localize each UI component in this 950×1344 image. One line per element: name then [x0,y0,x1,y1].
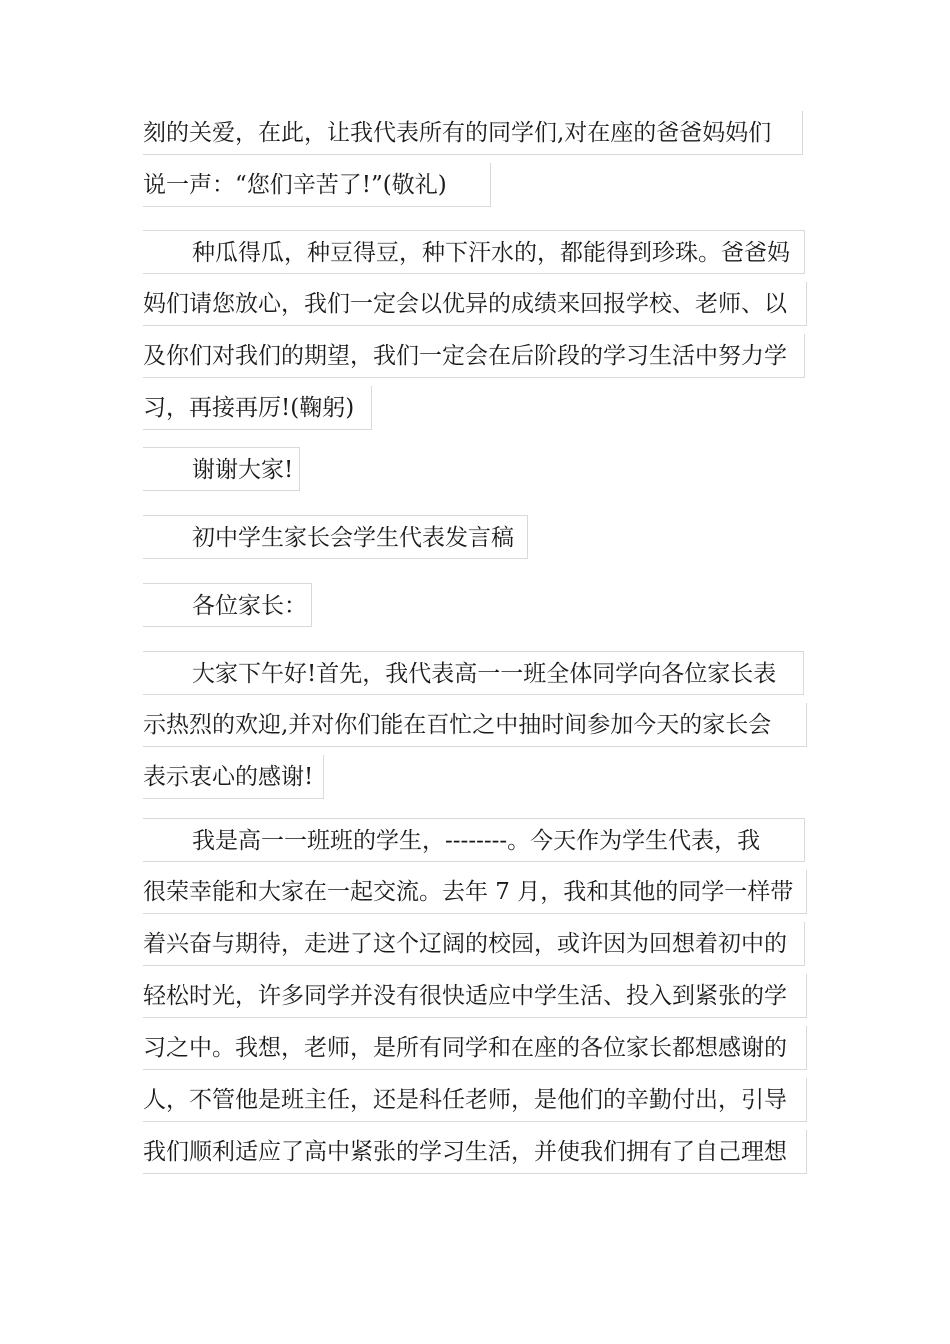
paragraph-thanks-all [143,447,300,499]
text-line: 谢谢大家! [143,447,300,491]
text-line: 习，再接再厉!(鞠躬) [143,386,372,430]
text-line: 人，不管他是班主任，还是科任老师，是他们的辛勤付出，引导 [143,1078,807,1122]
text-line: 初中学生家长会学生代表发言稿 [143,515,528,559]
text-line: 大家下午好!首先，我代表高一一班全体同学向各位家长表 [143,651,804,695]
text-line: 种瓜得瓜，种豆得豆，种下汗水的，都能得到珍珠。爸爸妈 [143,230,805,274]
text-line: 很荣幸能和大家在一起交流。去年 7 月，我和其他的同学一样带 [143,870,807,914]
text-line: 各位家长： [143,583,312,627]
text-line: 妈们请您放心，我们一定会以优异的成绩来回报学校、老师、以 [143,282,807,326]
text-line: 示热烈的欢迎,并对你们能在百忙之中抽时间参加今天的家长会 [143,703,807,747]
paragraph-parents-thanks [143,111,803,215]
text-line: 习之中。我想，老师，是所有同学和在座的各位家长都想感谢的 [143,1026,807,1070]
salutation [143,583,312,635]
paragraph-introduction [143,818,807,1182]
text-line: 着兴奋与期待，走进了这个辽阔的校园，或许因为回想着初中的 [143,922,805,966]
text-line: 表示衷心的感谢! [143,755,324,799]
text-line: 及你们对我们的期望，我们一定会在后阶段的学习生活中努力学 [143,334,805,378]
paragraph-welcome [143,651,807,807]
speech-title [143,515,528,567]
text-line: 我是高一一班班的学生，--------。今天作为学生代表，我 [143,818,805,862]
text-line: 说一声：“您们辛苦了!”(敬礼) [143,163,491,207]
text-line: 我们顺利适应了高中紧张的学习生活，并使我们拥有了自己理想 [143,1130,807,1174]
paragraph-promise [143,230,807,438]
text-line: 轻松时光，许多同学并没有很快适应中学生活、投入到紧张的学 [143,974,807,1018]
text-line: 刻的关爱，在此，让我代表所有的同学们,对在座的爸爸妈妈们 [143,111,803,155]
